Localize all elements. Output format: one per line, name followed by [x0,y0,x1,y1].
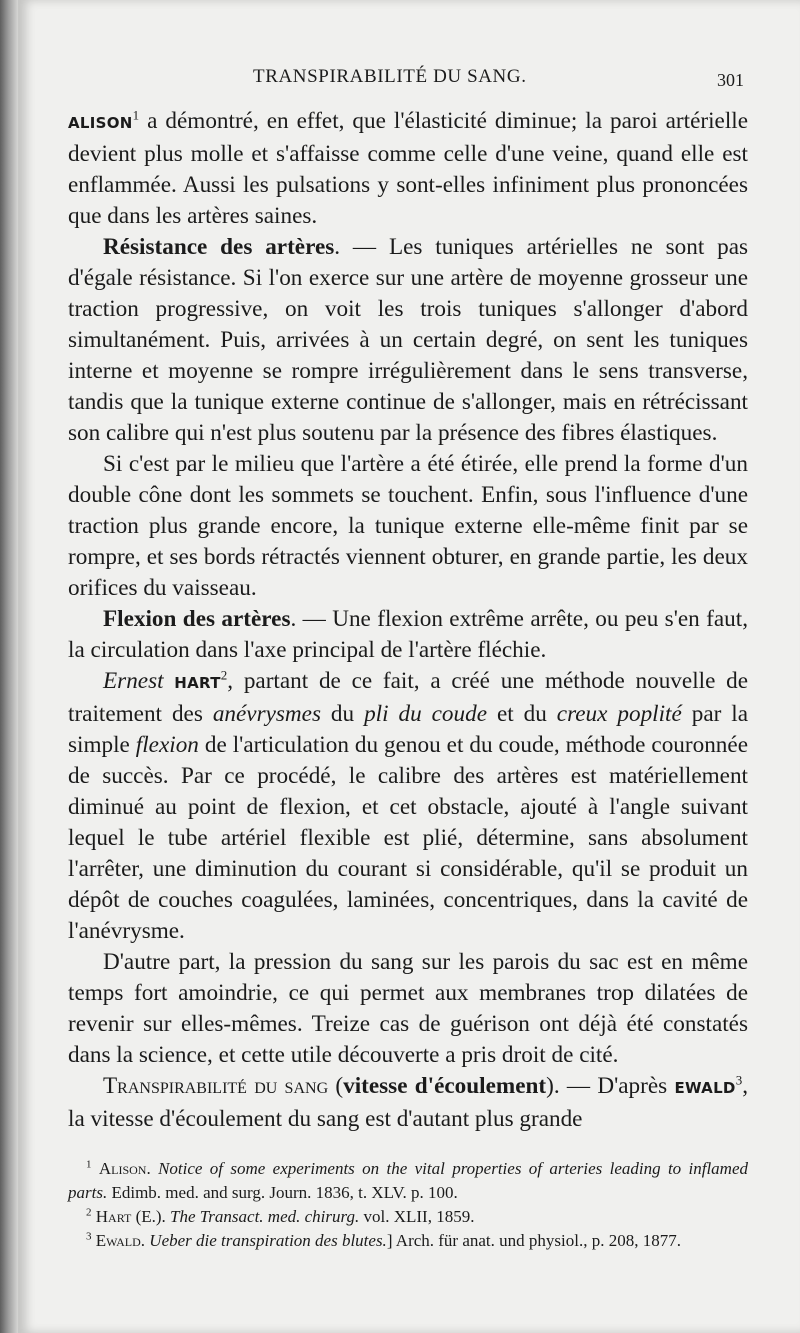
footnote-title: The Transact. med. chirurg. [170,1207,360,1226]
author-first-name: Ernest [103,668,164,694]
footnote-3 [68,1229,748,1253]
page-content [68,66,748,1253]
footnote-number: 1 [86,1158,92,1171]
author-name: HART [174,674,221,692]
footnote-text: Edimb. med. and surg. Journ. 1836, t. XLV. p. 100. [107,1183,458,1202]
paragraph-hart [68,666,748,947]
page-number: 301 [717,70,744,90]
footnote-2 [68,1205,748,1229]
paragraph-text: Si c'est par le milieu que l'artère a été étirée, elle prend la forme d'un double cône dont les sommets se touchent. Enfin, sous l'influence d'une traction plus grande encore, la tunique externe elle-même finit par se rompre, et ses bords rétractés viennent obturer, en grande partie, les deux orifices du vaisseau. [68,451,748,601]
paragraph-text: du [320,701,365,727]
paragraph-alison [68,106,748,232]
italic-term: pli du coude [364,701,488,727]
paragraph-text: . — Une flexion extrême arrête, ou peu s'en faut, la circulation dans l'axe principal de l'artère fléchie. [68,606,748,663]
italic-term: flexion [135,732,199,758]
section-title-smallcaps: Transpirabilité du sang [103,1073,329,1099]
author-name: EWALD [674,1079,736,1097]
footnote-author: Ewald [95,1231,141,1250]
footnote-title: Notice of some experiments on the vital properties of arteries leading to inflamed parts. [68,1159,749,1202]
paragraph-text: , la vitesse d'écoulement du sang est d'autant plus grande [68,1073,748,1132]
footnote-author: Hart [95,1207,132,1226]
paragraph-text: par la simple [68,701,749,758]
author-name: ALISON [68,114,133,132]
italic-term: creux poplité [556,701,682,727]
footnote-title: Ueber die transpiration des blutes. [149,1231,387,1250]
footnote-ref: 2 [220,667,228,683]
paragraph-text: et du [487,701,557,727]
paragraph-transpirability [68,1071,748,1135]
footnote-text: (E.). [131,1207,171,1226]
paragraph-text: de l'articulation du genou et du coude, méthode couronnée de succès. Par ce procédé, le calibre des artères est matériellement diminué au point de flexion, et cet obstacle, ajouté à l'angle suivant lequel le tube artériel flexible est plié, détermine, sans absolument l'arrêter, une diminution du courant si considérable, qu'il se produit un dépôt de couches coagulées, laminées, concentriques, dans la cavité de l'anévrysme. [68,732,748,944]
section-heading: Flexion des artères [103,606,291,632]
paragraph-text: ). — D'après [546,1073,675,1099]
paragraph-text: , partant de ce fait, a créé une méthode nouvelle de traitement des [68,668,749,727]
paragraph-resistance [68,232,748,449]
footnote-text: vol. XLII, 1859. [359,1207,475,1226]
paragraph-text: ( [328,1073,344,1099]
footnote-ref: 1 [132,107,140,123]
book-page [18,0,800,1333]
section-heading: Résistance des artères [103,234,335,260]
footnote-text: ] Arch. für anat. und physiol., p. 208, 1877. [386,1231,681,1250]
footnote-text: . [146,1159,159,1178]
running-title: TRANSPIRABILITÉ DU SANG. [253,66,527,87]
running-head [68,66,748,98]
paragraph-flexion [68,604,748,666]
section-heading: vitesse d'écoulement [343,1073,547,1099]
footnote-number: 3 [86,1230,92,1243]
italic-term: anévrysmes [212,701,321,727]
paragraph-text: a démontré, en effet, que l'élasticité diminue; la paroi artérielle devient plus molle et s'affaisse comme celle d'une veine, quand elle est enflammée. Aussi les pulsations y sont-elles infiniment plus prononcées que dans les artères saines. [68,108,748,229]
body-text [68,106,748,1135]
paragraph-double-cone [68,449,748,604]
footnote-number: 2 [86,1206,92,1219]
footnote-text: . [140,1231,150,1250]
paragraph-text: . — Les tuniques artérielles ne sont pas d'égale résistance. Si l'on exerce sur une artère de moyenne grosseur une traction progressive, on voit les trois tuniques s'allonger d'abord simultanément. Puis, arrivées à un certain degré, on sent les tuniques interne et moyenne se rompre irrégulièrement dans le sens transverse, tandis que la tunique externe continue de s'allonger, mais en rétrécissant son calibre qui n'est plus soutenu par la présence des fibres élastiques. [68,234,749,446]
footnote-author: Alison [98,1159,147,1178]
paragraph-pressure [68,947,748,1071]
footnotes [68,1157,748,1253]
paragraph-text: D'autre part, la pression du sang sur les parois du sac est en même temps fort amoindrie, ce qui permet aux membranes trop dilatées de revenir sur elles-mêmes. Treize cas de guérison ont déjà été constatés dans la science, et cette utile découverte a pris droit de cité. [68,949,748,1068]
book-gutter-shadow [0,0,18,1333]
footnote-1 [68,1157,748,1205]
footnote-ref: 3 [735,1072,743,1088]
